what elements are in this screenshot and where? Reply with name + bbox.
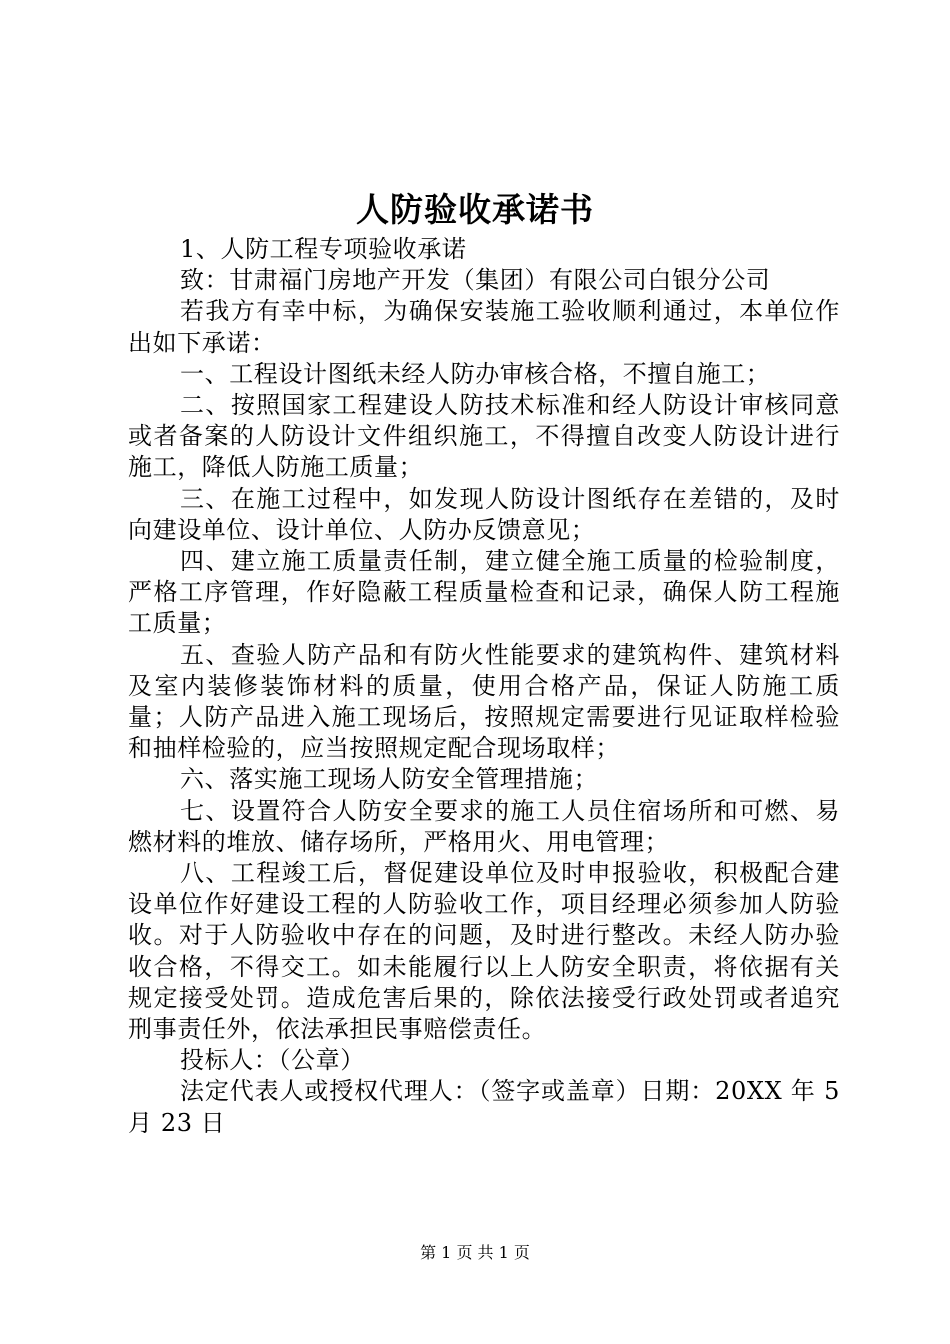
commitment-item-1: 一、工程设计图纸未经人防办审核合格，不擅自施工； [180, 359, 771, 388]
section-heading: 1、人防工程专项验收承诺 [180, 235, 467, 263]
intro-paragraph: 若我方有幸中标，为确保安装施工验收顺利通过，本单位作出如下承诺： [128, 297, 840, 357]
commitment-item-7: 七、设置符合人防安全要求的施工人员住宿场所和可燃、易燃材料的堆放、储存场所，严格用火、用电管理； [128, 796, 840, 856]
bidder-signature-line: 投标人：（公章） [180, 1046, 365, 1075]
commitment-item-6: 六、落实施工现场人防安全管理措施； [180, 765, 599, 794]
commitment-item-3: 三、在施工过程中，如发现人防设计图纸存在差错的，及时向建设单位、设计单位、人防办反馈意见； [128, 484, 840, 544]
addressee-line: 致：甘肃福门房地产开发（集团）有限公司白银分公司 [180, 266, 771, 295]
commitment-item-4: 四、建立施工质量责任制，建立健全施工质量的检验制度，严格工序管理，作好隐蔽工程质量检查和记录，确保人防工程施工质量； [128, 547, 840, 638]
commitment-item-2: 二、按照国家工程建设人防技术标准和经人防设计审核同意或者备案的人防设计文件组织施工，不得擅自改变人防设计进行施工，降低人防施工质量； [128, 391, 840, 482]
document-body [128, 234, 840, 1139]
commitment-item-8: 八、工程竣工后，督促建设单位及时申报验收，积极配合建设单位作好建设工程的人防验收工作，项目经理必须参加人防验收。对于人防验收中存在的问题，及时进行整改。未经人防办验收合格，不得交工。如未能履行以上人防安全职责，将依据有关规定接受处罚。造成危害后果的，除依法接受行政处罚或者追究刑事责任外，依法承担民事赔偿责任。 [128, 859, 840, 1044]
document-title: 人防验收承诺书 [356, 190, 594, 229]
representative-signature-line: 法定代表人或授权代理人：（签字或盖章）日期：20XX 年 5 月 23 日 [128, 1077, 840, 1137]
commitment-item-5: 五、查验人防产品和有防火性能要求的建筑构件、建筑材料及室内装修装饰材料的质量，使用合格产品，保证人防施工质量；人防产品进入施工现场后，按照规定需要进行见证取样检验和抽样检验的，应当按照规定配合现场取样； [128, 640, 840, 763]
page-number-footer: 第 1 页 共 1 页 [420, 1243, 530, 1262]
